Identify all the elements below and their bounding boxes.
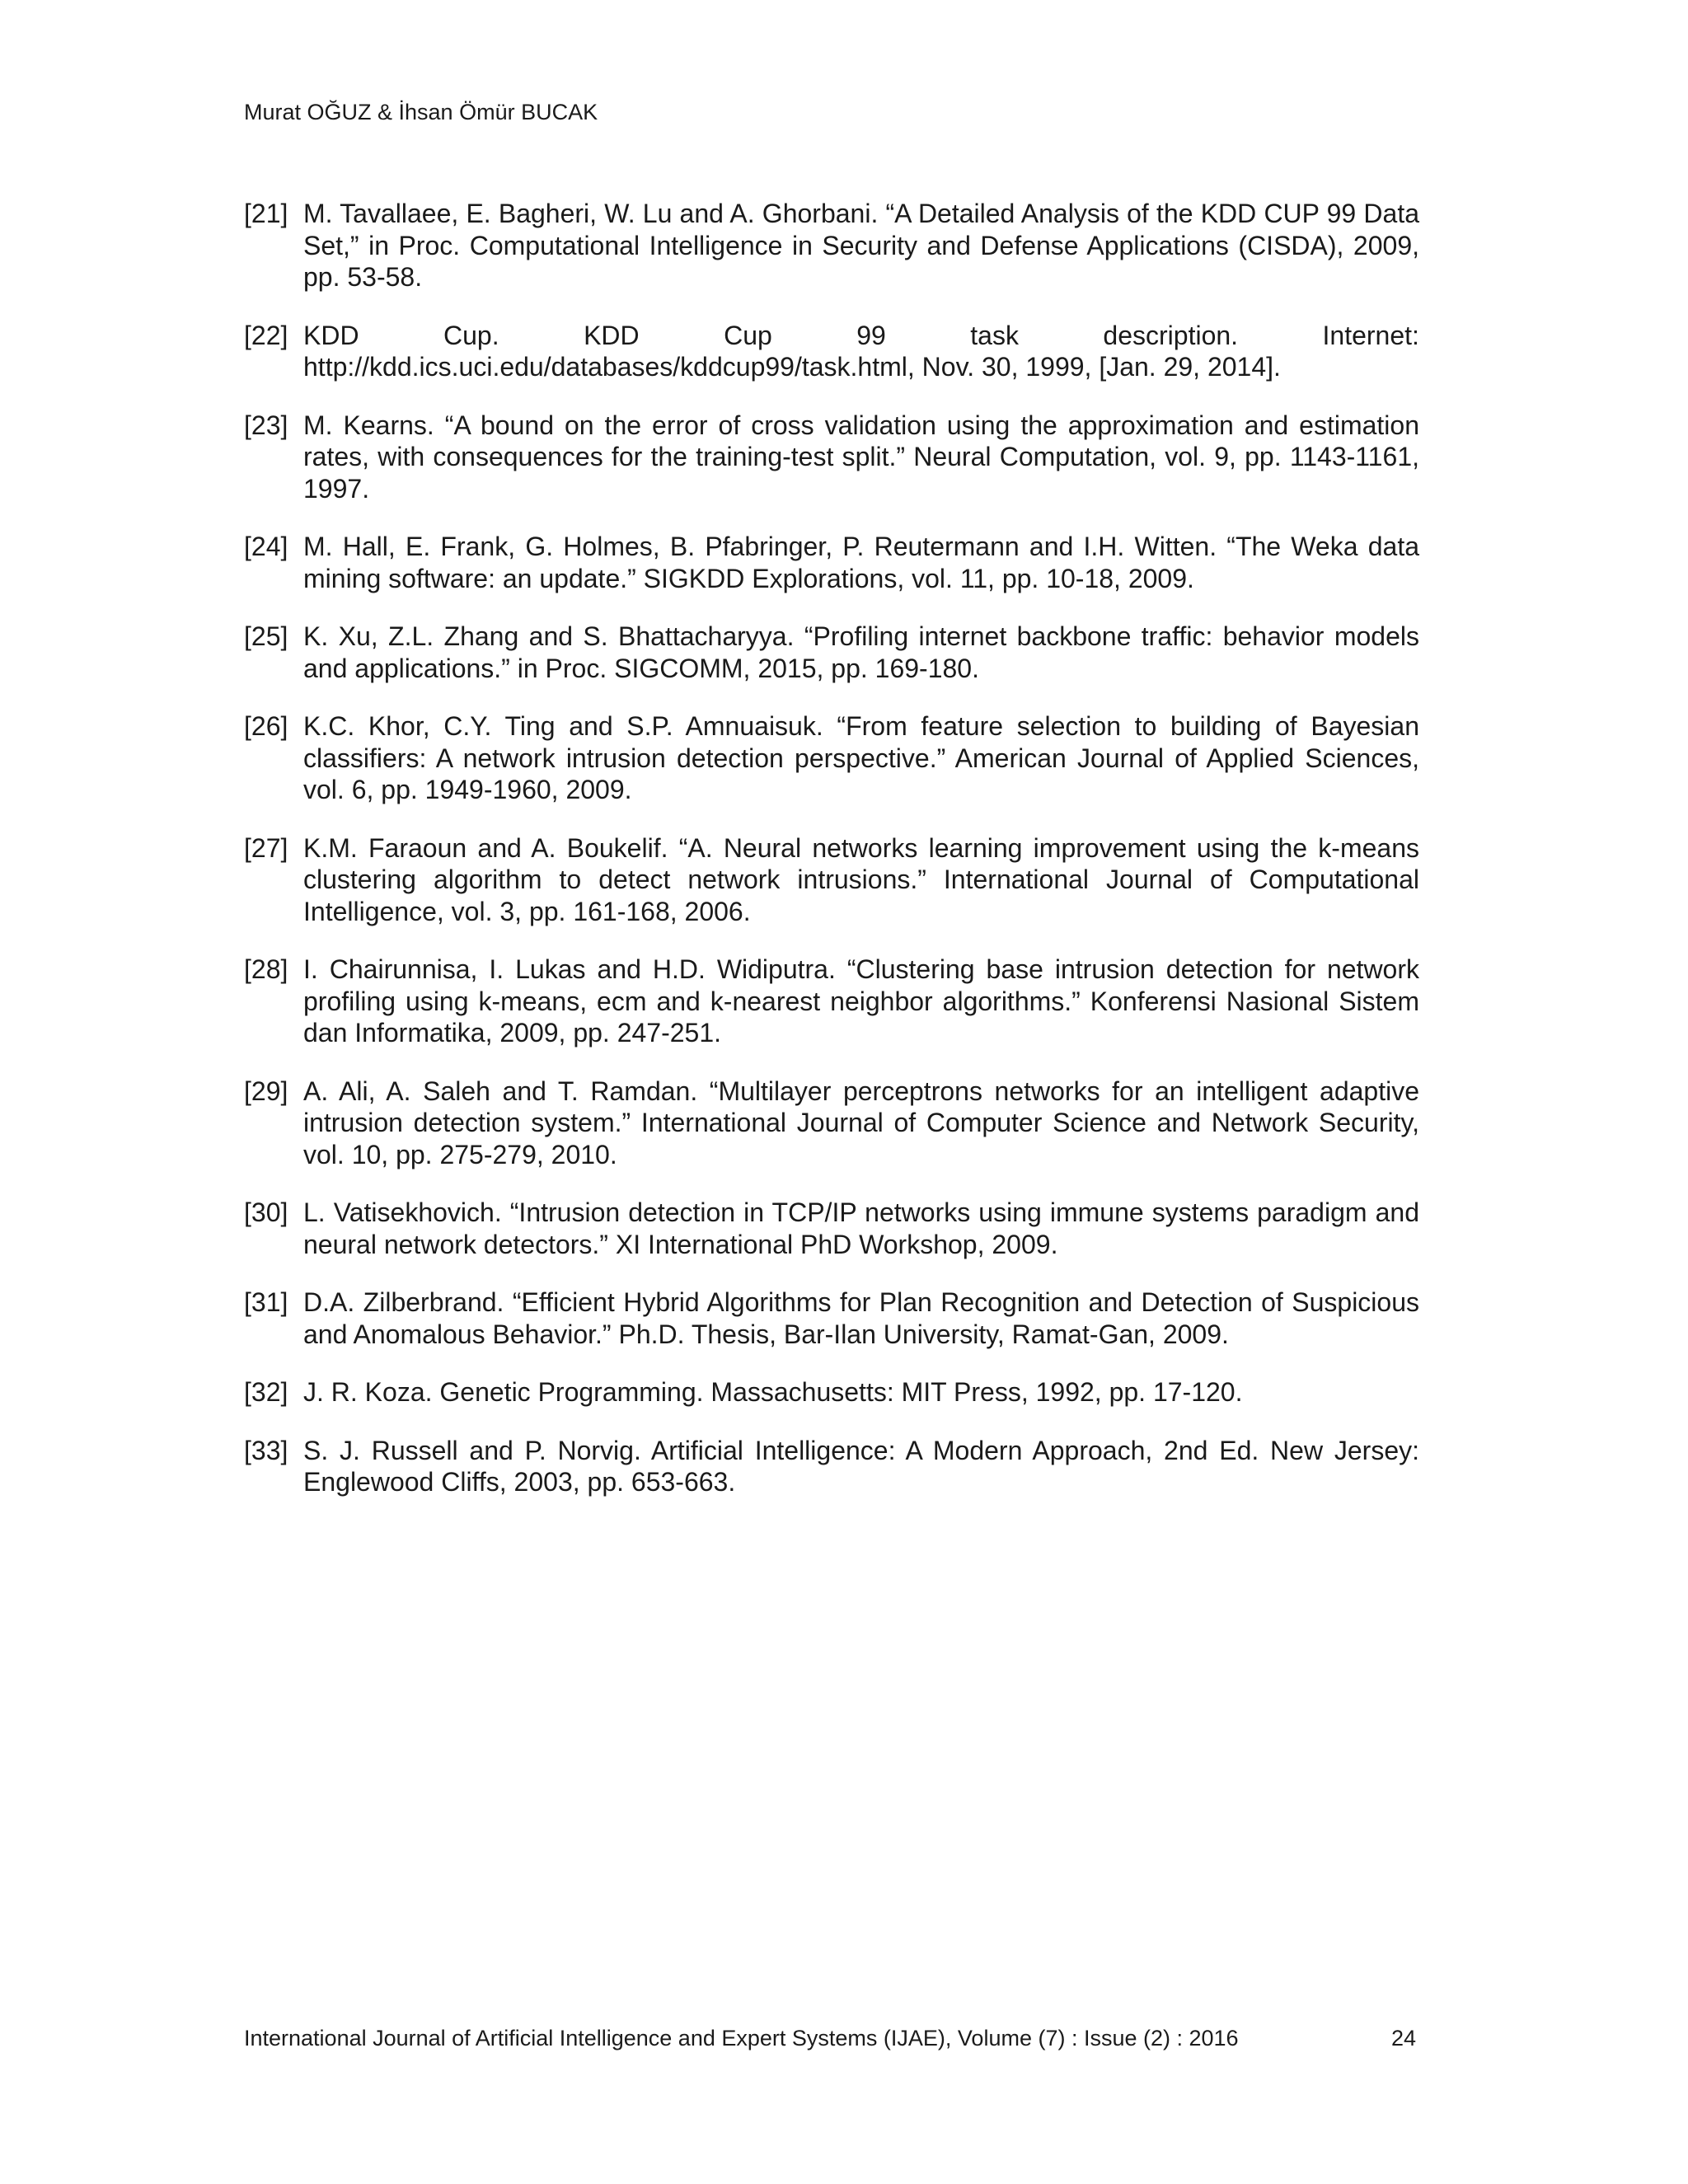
reference-26 <box>244 710 1419 806</box>
reference-number: [21] <box>244 199 288 228</box>
reference-text: S. J. Russell and P. Norvig. Artificial Intelligence: A Modern Approach, 2nd Ed. New Jersey: Englewood Cliffs, 2003, pp. 653-663. <box>303 1435 1419 1497</box>
reference-22-line1 <box>303 320 1419 352</box>
page-number: 24 <box>1390 2026 1416 2050</box>
reference-text: A. Ali, A. Saleh and T. Ramdan. “Multilayer perceptrons networks for an intelligent adaptive intrusion detection system.” International Journal of Computer Science and Network Security, vol. 10, pp. 275-279, 2010. <box>303 1076 1419 1169</box>
reference-31 <box>244 1286 1419 1350</box>
footer-journal-citation: International Journal of Artificial Intelligence and Expert Systems (IJAE), Volume (7) : Issue (2) : 2016 <box>244 2026 1239 2050</box>
reference-text: K. Xu, Z.L. Zhang and S. Bhattacharyya. “Profiling internet backbone traffic: behavior models and applications.” in Proc. SIGCOMM, 2015, pp. 169-180. <box>303 621 1419 683</box>
reference-number: [28] <box>244 954 288 984</box>
reference-number: [24] <box>244 532 288 561</box>
running-footer <box>244 2023 1419 2053</box>
reference-number: [27] <box>244 832 288 863</box>
reference-list <box>244 198 1419 1525</box>
reference-28 <box>244 954 1419 1049</box>
reference-number: [31] <box>244 1287 288 1317</box>
reference-text: M. Hall, E. Frank, G. Holmes, B. Pfabringer, P. Reutermann and I.H. Witten. “The Weka data mining software: an update.” SIGKDD Explorations, vol. 11, pp. 10-18, 2009. <box>303 532 1419 593</box>
reference-text: K.M. Faraoun and A. Boukelif. “A. Neural networks learning improvement using the k-means clustering algorithm to detect network intrusions.” International Journal of Computational Intelligence, vol. 3, pp. 161-168, 2006. <box>303 832 1419 926</box>
reference-22 <box>244 320 1419 383</box>
reference-word: description. <box>1103 320 1239 350</box>
reference-21 <box>244 198 1419 293</box>
reference-33 <box>244 1435 1419 1498</box>
reference-number: [33] <box>244 1435 288 1465</box>
reference-text <box>303 320 1419 383</box>
reference-word: KDD <box>303 320 359 350</box>
reference-number: [26] <box>244 711 288 741</box>
reference-number: [30] <box>244 1197 288 1227</box>
reference-number: [23] <box>244 410 288 440</box>
reference-25 <box>244 621 1419 684</box>
reference-word: Internet: <box>1322 320 1419 350</box>
reference-word: Cup <box>724 320 772 350</box>
reference-29 <box>244 1076 1419 1171</box>
reference-24 <box>244 531 1419 594</box>
reference-text: M. Kearns. “A bound on the error of cross validation using the approximation and estimation rates, with consequences for the training-test split.” Neural Computation, vol. 9, pp. 1143-1161, 1997. <box>303 410 1419 504</box>
reference-22-url-line: http://kdd.ics.uci.edu/databases/kddcup99/task.html, Nov. 30, 1999, [Jan. 29, 2014]. <box>303 352 1281 382</box>
reference-word: 99 <box>856 320 886 350</box>
reference-text: L. Vatisekhovich. “Intrusion detection in TCP/IP networks using immune systems paradigm and neural network detectors.” XI International PhD Workshop, 2009. <box>303 1197 1419 1259</box>
reference-text: D.A. Zilberbrand. “Efficient Hybrid Algorithms for Plan Recognition and Detection of Suspicious and Anomalous Behavior.” Ph.D. Thesis, Bar-Ilan University, Ramat-Gan, 2009. <box>303 1287 1419 1349</box>
reference-number: [22] <box>244 320 288 350</box>
reference-32 <box>244 1376 1419 1408</box>
reference-text: I. Chairunnisa, I. Lukas and H.D. Widiputra. “Clustering base intrusion detection for network profiling using k-means, ecm and k-nearest neighbor algorithms.” Konferensi Nasional Sistem dan Informatika, 2009, pp. 247-251. <box>303 954 1419 1047</box>
reference-number: [25] <box>244 621 288 651</box>
reference-text: M. Tavallaee, E. Bagheri, W. Lu and A. Ghorbani. “A Detailed Analysis of the KDD CUP 99 Data Set,” in Proc. Computational Intelligence in Security and Defense Applications (CISDA), 2009, pp. 53-58. <box>303 199 1419 292</box>
reference-27 <box>244 832 1419 928</box>
reference-text: J. R. Koza. Genetic Programming. Massachusetts: MIT Press, 1992, pp. 17-120. <box>303 1377 1243 1407</box>
reference-word: Cup. <box>443 320 499 350</box>
reference-text: K.C. Khor, C.Y. Ting and S.P. Amnuaisuk. “From feature selection to building of Bayesian classifiers: A network intrusion detection perspective.” American Journal of Applied Sciences, vol. 6, pp. 1949-1960, 2009. <box>303 711 1419 804</box>
reference-number: [32] <box>244 1377 288 1407</box>
reference-number: [29] <box>244 1076 288 1106</box>
reference-word: KDD <box>584 320 640 350</box>
running-header-authors: Murat OĞUZ & İhsan Ömür BUCAK <box>244 100 598 124</box>
reference-30 <box>244 1197 1419 1260</box>
reference-word: task <box>970 320 1019 350</box>
reference-23 <box>244 410 1419 505</box>
